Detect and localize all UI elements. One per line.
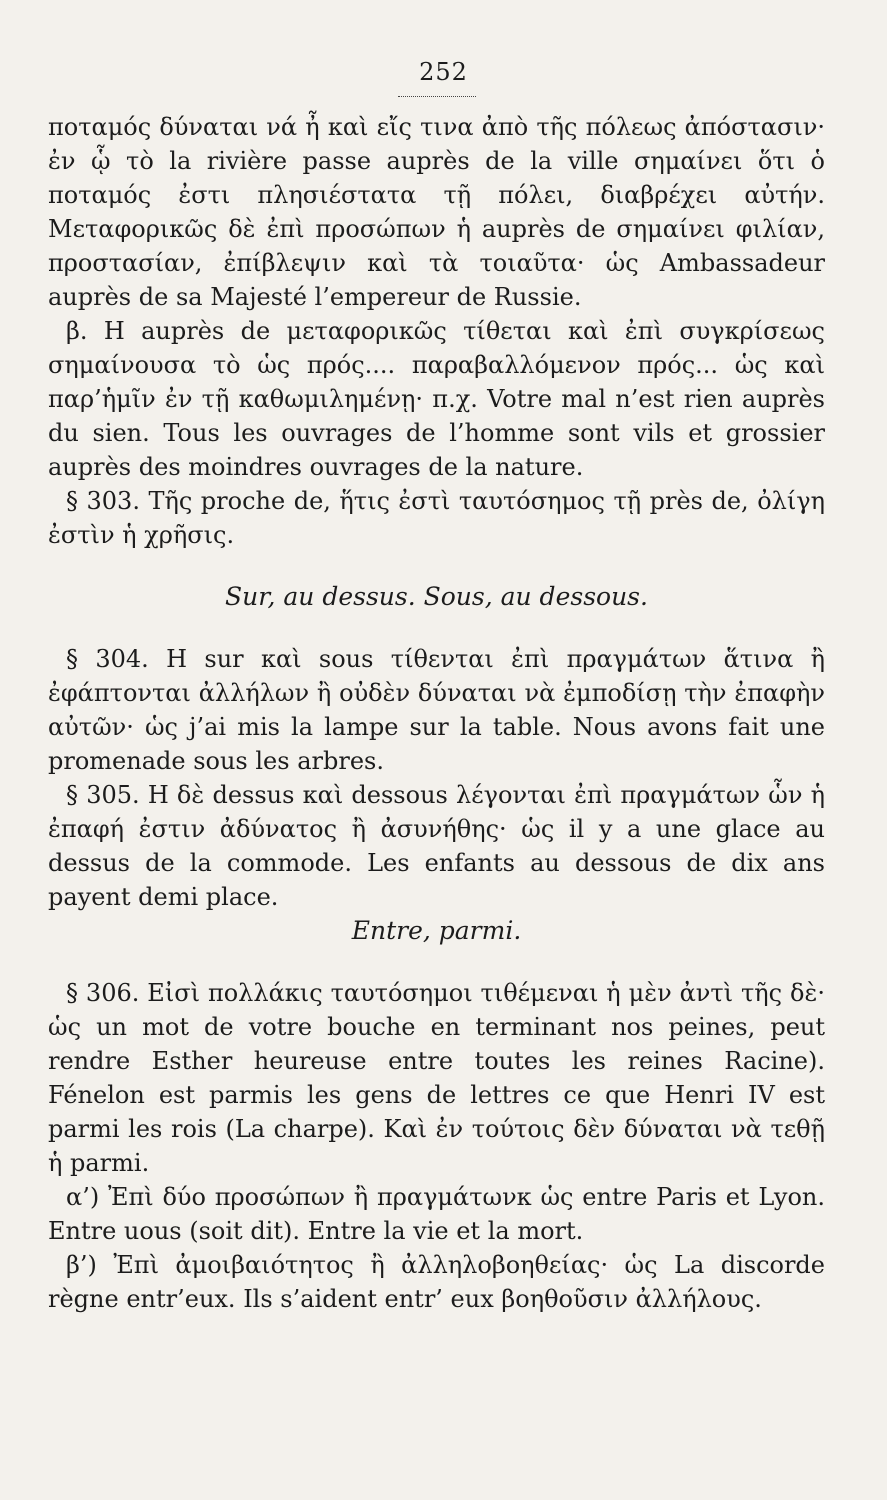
paragraph-alpha: α’) Ἐπὶ δύο προσώπων ἢ πραγμάτωνκ ὡς entre Paris et Lyon. Entre uous (soit dit). Entre la vie et la mort. <box>48 1183 825 1245</box>
paragraph-306: § 306. Εἰσὶ πολλάκις ταυτόσημοι τιθέμεναι ἡ μὲν ἀντὶ τῆς δὲ· ὡς un mot de votre bouche en terminant nos peines, peut rendre Esther heureuse entre toutes les reines Racine). Fénelon est parmis les gens de lettres ce que Henri IV est parmi les rois (La charpe). Καὶ ἐν τούτοις δὲν δύναται νὰ τεθῇ ἡ parmi. <box>48 979 825 1177</box>
paragraph-304: § 304. Η sur καὶ sous τίθενται ἐπὶ πραγμάτων ἅτινα ἢ ἐφάπτονται ἀλλήλων ἢ οὐδὲν δύναται νὰ ἐμποδίσῃ τὴν ἐπαφὴν αὐτῶν· ὡς j’ai mis la lampe sur la table. Nous avons fait une promenade sous les arbres. <box>48 645 825 775</box>
section-heading-entre-parmi: Entre, parmi. <box>351 916 522 945</box>
paragraph-305: § 305. Η δὲ dessus καὶ dessous λέγονται ἐπὶ πραγμάτων ὧν ἡ ἐπαφή ἐστιν ἀδύνατος ἢ ἀσυνήθης· ὡς il y a une glace au dessus de la commode. Les enfants au dessous de dix ans payent demi place. <box>48 781 825 911</box>
header-rule <box>398 96 476 97</box>
paragraph-beta: β. Η auprès de μεταφορικῶς τίθεται καὶ ἐπὶ συγκρίσεως σημαίνουσα τὸ ὡς πρός.... παραβαλλόμενον πρός... ὡς καὶ παρ’ἡμῖν ἐν τῇ καθωμιλημένῃ· π.χ. Votre mal n’est rien auprès du sien. Tous les ouvrages de l’homme sont vils et grossier auprès des moindres ouvrages de la nature. <box>48 317 825 481</box>
paragraph-303: § 303. Τῆς proche de, ἥτις ἐστὶ ταυτόσημος τῇ près de, ὀλίγη ἐστὶν ἡ χρῆσις. <box>48 487 825 549</box>
body-text <box>48 110 825 1316</box>
paragraph-continuation: ποταμός δύναται νά ἦ καὶ εἴς τινα ἀπὸ τῆς πόλεως ἀπόστασιν· ἐν ᾧ τὸ la rivière passe auprès de la ville σημαίνει ὅτι ὁ ποταμός ἐστι πλησιέστατα τῇ πόλει, διαβρέχει αὐτήν. Μεταφορικῶς δὲ ἐπὶ προσώπων ἡ auprès de σημαίνει φιλίαν, προστασίαν, ἐπίβλεψιν καὶ τὰ τοιαῦτα· ὡς Ambassadeur auprès de sa Majesté l’empereur de Russie. <box>48 113 825 311</box>
page-number: 252 <box>419 58 468 86</box>
section-heading-sur-sous: Sur, au dessus. Sous, au dessous. <box>225 582 648 611</box>
paragraph-beta-2: β’) Ἐπὶ ἀμοιβαιότητος ἢ ἀλληλοβοηθείας· ὡς La discorde règne entr’eux. Ils s’aident entr’ eux βοηθοῦσιν ἀλλήλους. <box>48 1251 825 1313</box>
